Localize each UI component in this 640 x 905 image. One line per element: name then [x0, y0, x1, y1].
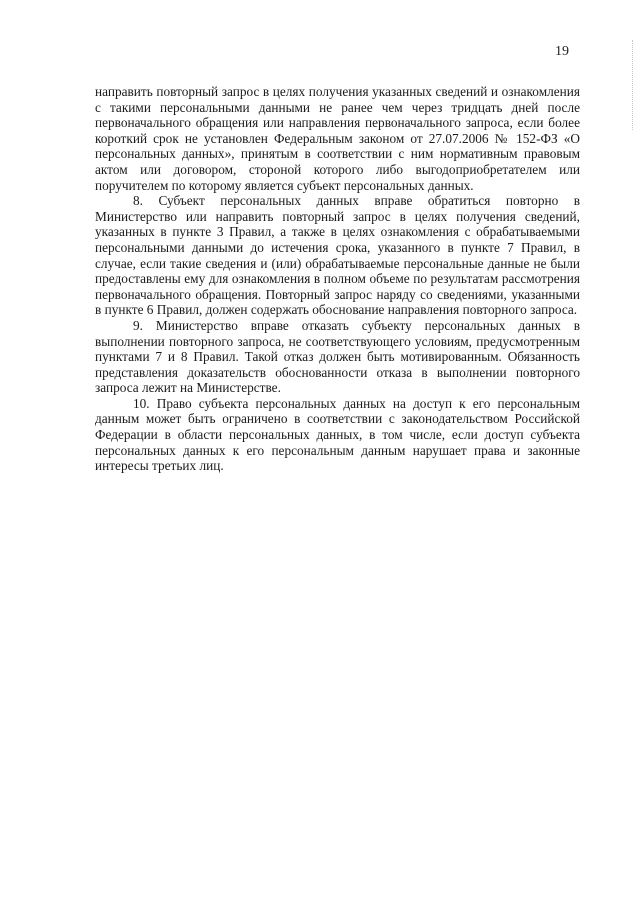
paragraph-item-10: 10. Право субъекта персональных данных на доступ к его персональным данным может быть ограничено в соответствии с законодательством Российской Федерации в области персональных данных, в том числе, если доступ субъекта персональных данных к его персональным данным нарушает права и законные интересы третьих лиц.: [95, 395, 580, 474]
paragraph-item-9: 9. Министерство вправе отказать субъекту персональных данных в выполнении повторного запроса, не соответствующего условиям, предусмотренным пунктами 7 и 8 Правил. Такой отказ должен быть мотивированным. Обязанность представления доказательств обоснованности отказа в выполнении повторного запроса лежит на Министерстве.: [95, 317, 580, 396]
document-body: [95, 84, 580, 474]
paragraph-continuation: направить повторный запрос в целях получения указанных сведений и ознакомления с такими персональными данными не ранее чем через тридцать дней после первоначального обращения или направления первоначального запроса, если более короткий срок не установлен Федеральным законом от 27.07.2006 № 152-ФЗ «О персональных данных», принятым в соответствии с ним нормативным правовым актом или договором, стороной которого либо выгодоприобретателем или поручителем по которому является субъект персональных данных.: [95, 84, 580, 193]
paragraph-item-8: 8. Субъект персональных данных вправе обратиться повторно в Министерство или направить повторный запрос в целях получения сведений, указанных в пункте 3 Правил, а также в целях ознакомления с обрабатываемыми персональными данными до истечения срока, указанного в пункте 7 Правил, в случае, если такие сведения и (или) обрабатываемые персональные данные не были предоставлены ему для ознакомления в полном объеме по результатам рассмотрения первоначального обращения. Повторный запрос наряду со сведениями, указанными в пункте 6 Правил, должен содержать обоснование направления повторного запроса.: [95, 193, 580, 318]
page-number: 19: [555, 44, 569, 59]
scan-edge-mark: [632, 40, 634, 130]
